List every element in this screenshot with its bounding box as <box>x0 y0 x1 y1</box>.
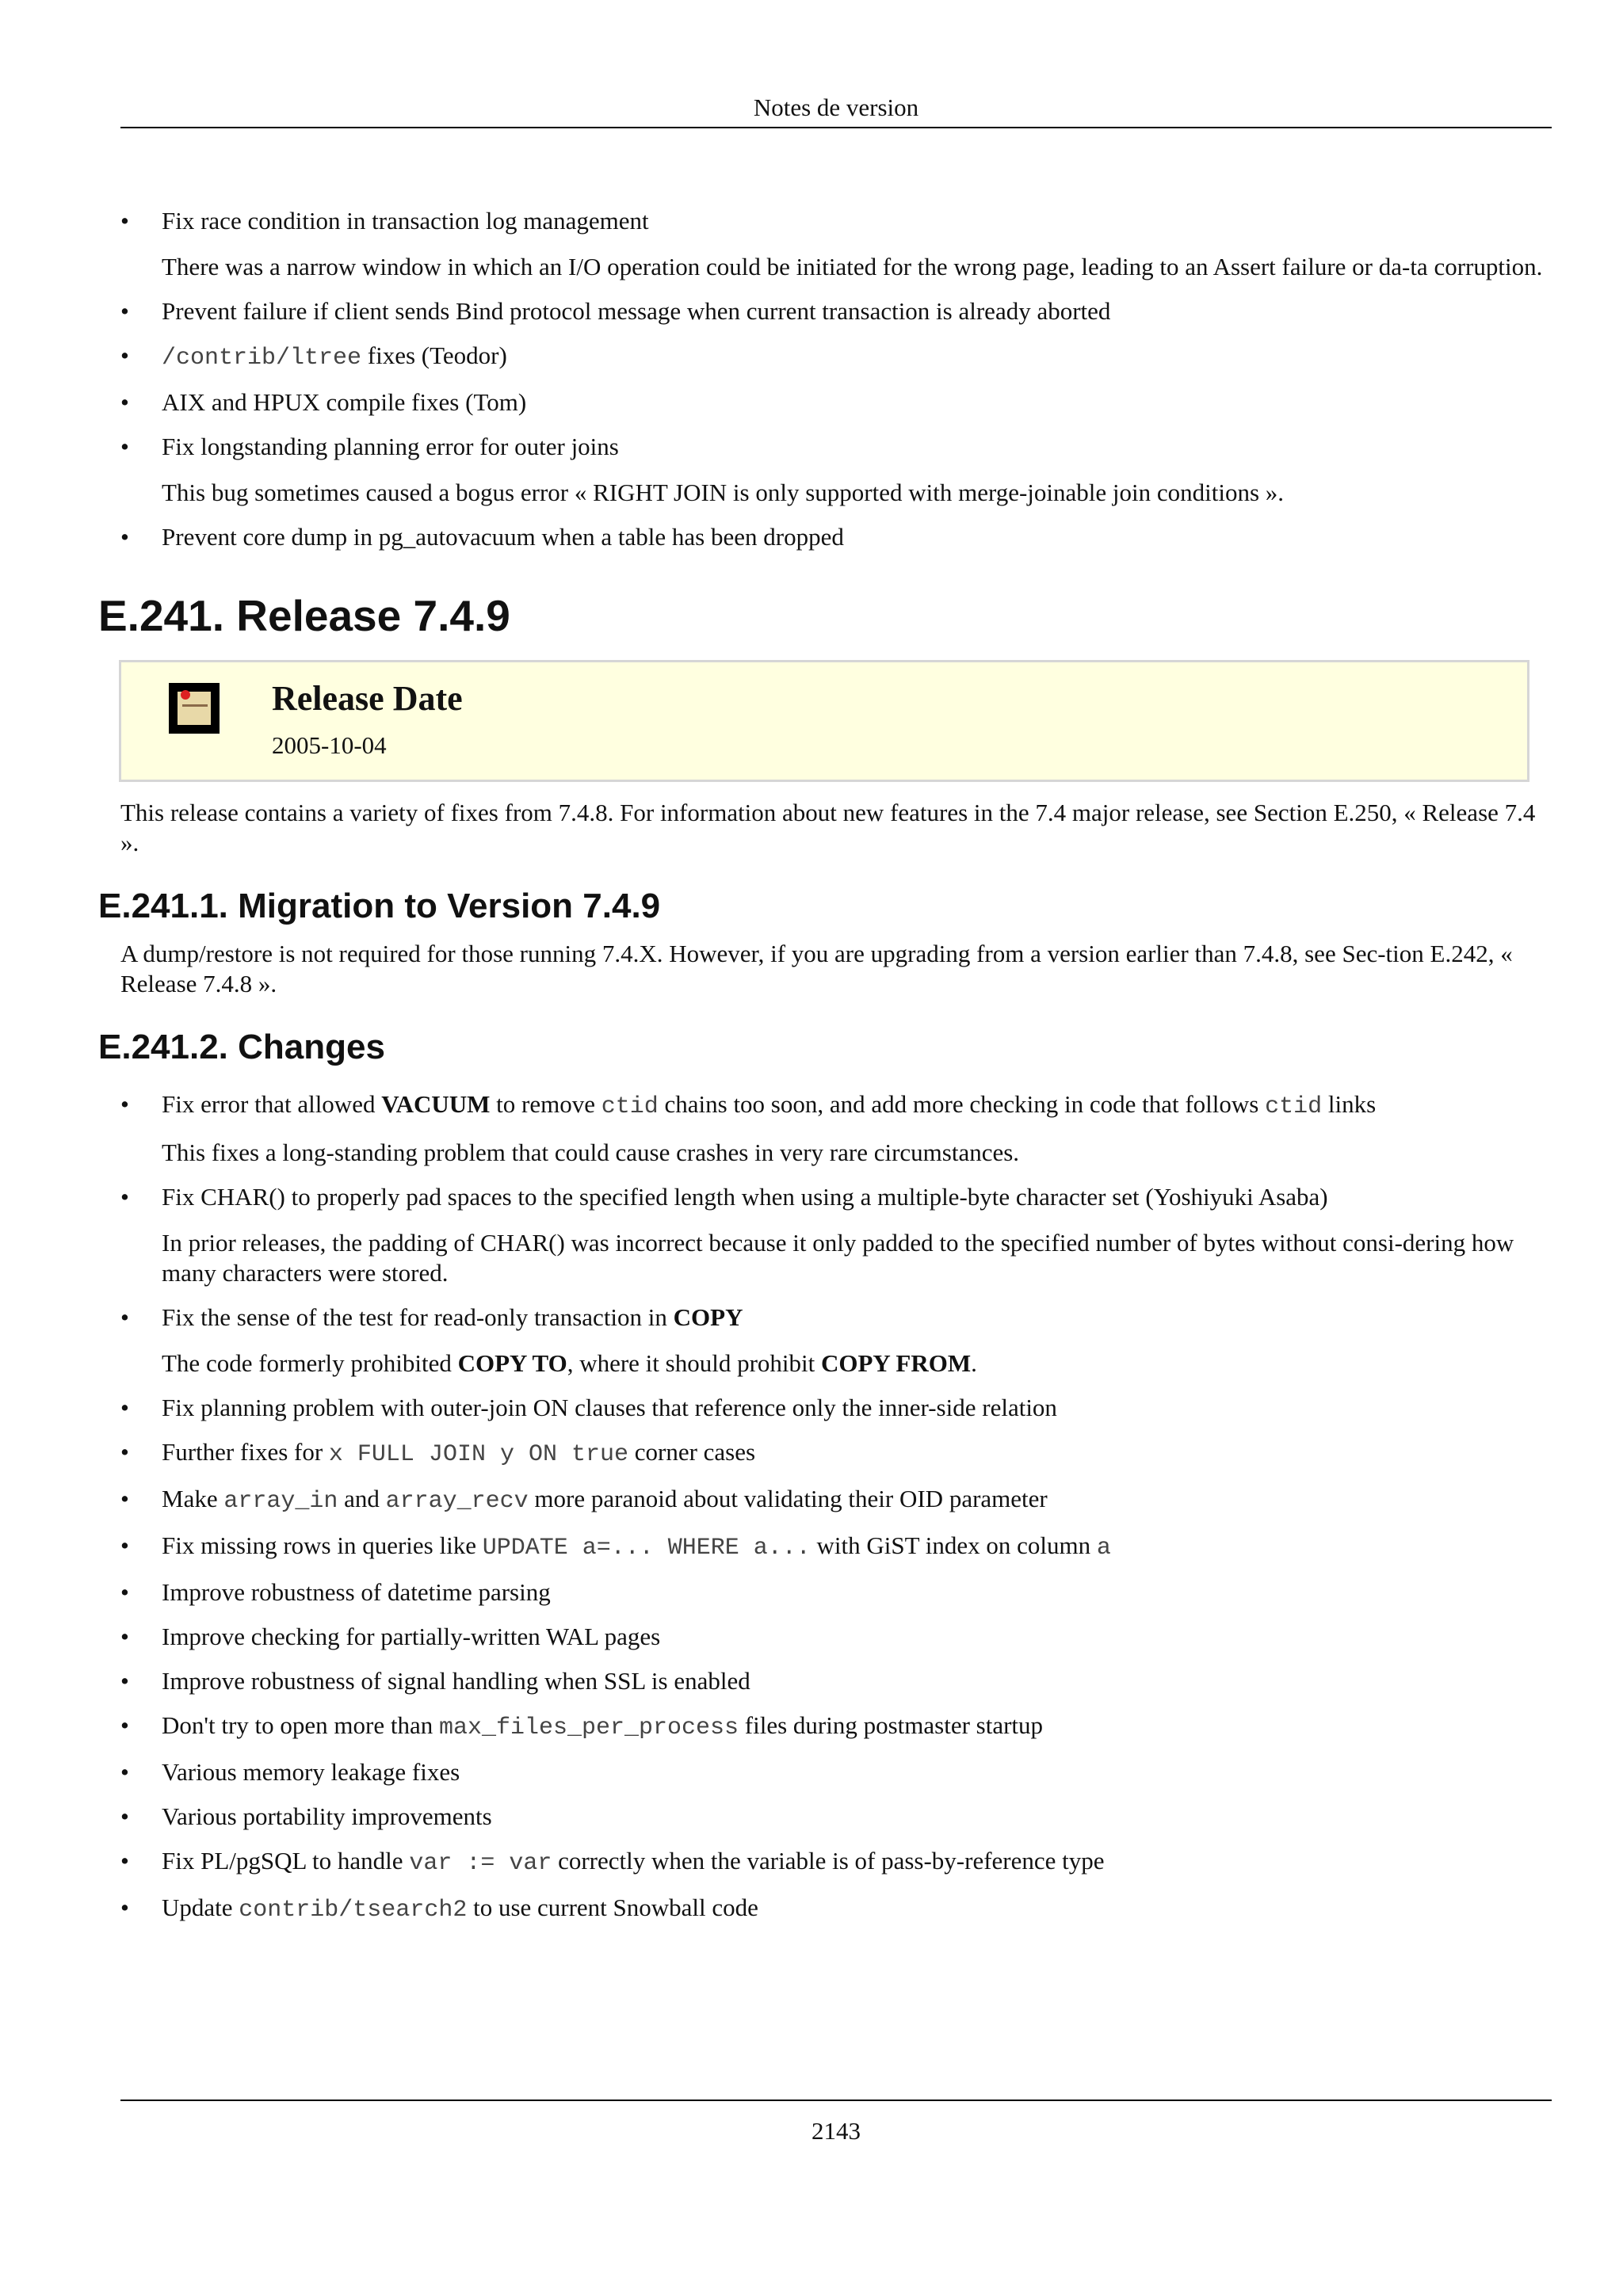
release-intro: This release contains a variety of fixes from 7.4.8. For information about new features in the 7.4 major release, see Section E.250, « Release 7.4 ». <box>120 799 1536 856</box>
list-item: • Don't try to open more than max_files_per_process files during postmaster startup <box>98 1711 1553 1743</box>
code-ltree: /contrib/ltree <box>162 345 362 372</box>
page-content <box>98 206 1553 1939</box>
section-heading-release: E.241. Release 7.4.9 <box>98 591 510 640</box>
list-item: • Fix missing rows in queries like UPDATE a=... WHERE a... with GiST index on column a <box>98 1531 1553 1563</box>
list-item: • Improve checking for partially-written WAL pages <box>98 1622 1553 1652</box>
list-item: • Prevent failure if client sends Bind protocol message when current transaction is already aborted <box>98 296 1553 326</box>
migration-text: A dump/restore is not required for those running 7.4.X. However, if you are upgrading from a version earlier than 7.4.8, see Sec-tion E.242, « Release 7.4.8 ». <box>120 940 1513 997</box>
header-rule <box>120 127 1552 128</box>
changes-list <box>98 1089 1553 1925</box>
page-header: Notes de version <box>753 93 919 121</box>
list-item: • AIX and HPUX compile fixes (Tom) <box>98 387 1553 418</box>
release-date: 2005-10-04 <box>272 731 387 759</box>
list-item: • Fix race condition in transaction log management There was a narrow window in which an I/O operation could be initiated for the wrong page, leading to an Assert failure or da-ta corruption. <box>98 206 1553 282</box>
list-item: • Improve robustness of signal handling when SSL is enabled <box>98 1666 1553 1696</box>
list-item: • /contrib/ltree fixes (Teodor) <box>98 341 1553 373</box>
section-heading-migration: E.241.1. Migration to Version 7.4.9 <box>98 887 661 925</box>
list-item: • Prevent core dump in pg_autovacuum when a table has been dropped <box>98 522 1553 552</box>
list-item: • Fix longstanding planning error for outer joins This bug sometimes caused a bogus error « RIGHT JOIN is only supported with merge-joinable join conditions ». <box>98 432 1553 508</box>
list-item: • Various memory leakage fixes <box>98 1757 1553 1787</box>
list-item: • Improve robustness of datetime parsing <box>98 1577 1553 1608</box>
list-item: • Update contrib/tsearch2 to use current Snowball code <box>98 1893 1553 1925</box>
list-item: • Various portability improvements <box>98 1802 1553 1832</box>
top-list <box>98 206 1553 552</box>
list-item: • Fix the sense of the test for read-only transaction in COPY The code formerly prohibited COPY TO, where it should prohibit COPY FROM. <box>98 1302 1553 1379</box>
footer-rule <box>120 2100 1552 2101</box>
page-number: 2143 <box>812 2117 861 2145</box>
note-icon <box>169 683 220 734</box>
list-item: • Fix CHAR() to properly pad spaces to the specified length when using a multiple-byte character set (Yoshiyuki Asaba) In prior releases, the padding of CHAR() was incorrect because it only padded to the specified number of bytes without consi-dering how many characters were stored. <box>98 1182 1553 1288</box>
list-item: • Further fixes for x FULL JOIN y ON true corner cases <box>98 1437 1553 1470</box>
list-item: • Fix PL/pgSQL to handle var := var correctly when the variable is of pass-by-reference type <box>98 1846 1553 1878</box>
release-date-note <box>119 660 1529 782</box>
list-item: • Fix planning problem with outer-join ON clauses that reference only the inner-side relation <box>98 1393 1553 1423</box>
list-item: • Make array_in and array_recv more paranoid about validating their OID parameter <box>98 1484 1553 1516</box>
section-heading-changes: E.241.2. Changes <box>98 1028 385 1066</box>
note-title: Release Date <box>272 679 463 718</box>
list-item: • Fix error that allowed VACUUM to remove ctid chains too soon, and add more checking in code that follows ctid links This fixes a long-standing problem that could cause crashes in very rare circumstances. <box>98 1089 1553 1168</box>
